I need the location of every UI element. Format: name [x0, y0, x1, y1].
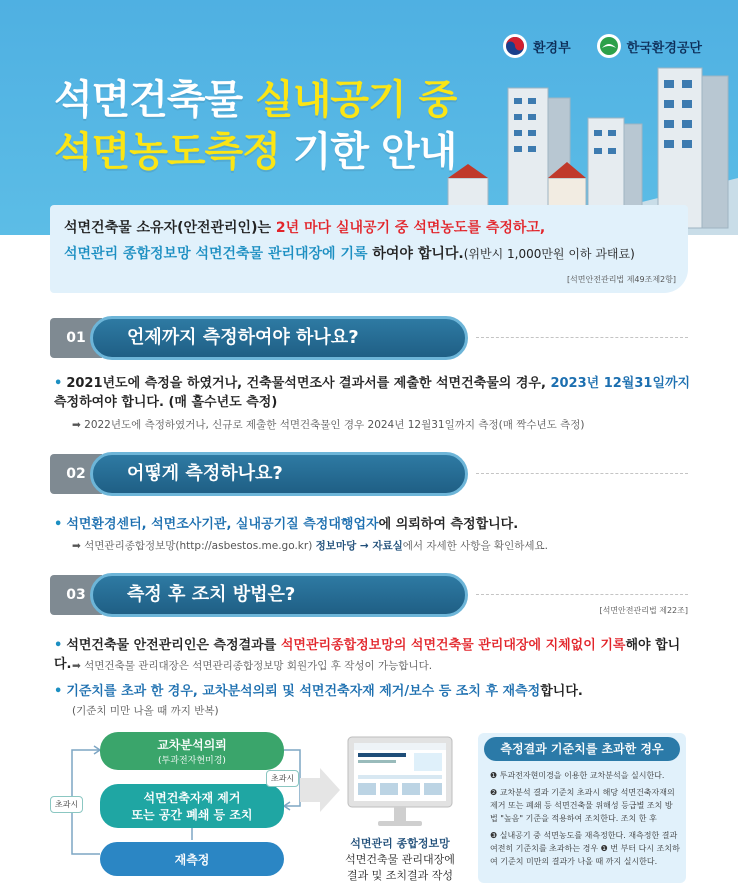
section-number: 01 [50, 318, 102, 358]
section-02-bullet [54, 515, 694, 534]
bullet-dot: • [54, 517, 63, 532]
divider [476, 594, 688, 595]
section-01-note: ➡ 2022년도에 측정하였거나, 신규로 제출한 석면건축물인 경우 2024년 12월31일까지 측정(매 짝수년도 측정) [72, 419, 585, 431]
section-header-01 [50, 316, 688, 360]
ministry-name: 환경부 [532, 40, 571, 56]
law-reference: [석면안전관리법 제49조제2항] [566, 275, 676, 284]
summary-text: 하여야 합니다. [367, 246, 464, 262]
penalty-note: (위반시 1,000만원 이하 과태료) [463, 247, 635, 261]
section-title-bar [90, 316, 468, 360]
exceed-box-heading: 측정결과 기준치를 초과한 경우 [484, 737, 680, 761]
exceed-steps [490, 769, 680, 872]
section-title-bar [90, 452, 468, 496]
title-part: 석면건축물 [54, 77, 256, 123]
bullet-dot: • [54, 638, 63, 653]
section-03-note-2: (기준치 미만 나올 때 까지 반복) [72, 705, 219, 717]
bullet-text: 측정하여야 합니다. (매 홀수년도 측정) [54, 395, 278, 410]
section-number: 02 [50, 454, 102, 494]
title-highlight: 실내공기 중 [255, 77, 457, 123]
bullet-dot: • [54, 684, 63, 699]
agency-name: 한국환경공단 [626, 40, 702, 56]
section-01-bullet [54, 374, 694, 412]
cross-analysis-step [100, 732, 284, 770]
note-text: 에서 자세한 사항을 확인하세요. [402, 540, 548, 552]
summary-line-1 [64, 215, 674, 241]
deadline-highlight: 2023년 12월31일까지 [550, 376, 691, 391]
menu-path: 정보마당 → 자료실 [315, 540, 403, 552]
summary-line-2 [64, 241, 674, 267]
list-item: ❷ 교차분석 결과 기준치 초과시 해당 석면건축자재의 제거 또는 폐쇄 등 석면건축물 위해성 등급별 조치 방법 "높음" 기준을 적용하여 조치한다. 조치 한 후 [490, 788, 675, 823]
monitor-caption [335, 835, 465, 883]
monitor-subtitle: 석면건축물 관리대장에 [345, 853, 455, 866]
section-02-note [72, 539, 548, 553]
divider [476, 337, 688, 338]
agency-logo [597, 34, 702, 58]
step-title: 교차분석의뢰 [157, 738, 227, 752]
exceed-tag: 초과시 [266, 770, 299, 787]
step-title: 또는 공간 폐쇄 등 조치 [131, 808, 253, 822]
bullet-text: 해야 합니다. [54, 638, 681, 672]
section-header-03 [50, 573, 688, 617]
hero-banner [0, 0, 738, 235]
section-title-bar [90, 573, 468, 617]
removal-step [100, 784, 284, 828]
bullet-text: 합니다. [540, 684, 583, 699]
section-header-02 [50, 452, 688, 496]
list-item: ❶ 투과전자현미경을 이용한 교차분석을 실시한다. [490, 771, 665, 780]
monitor-title: 석면관리 종합정보망 [350, 837, 450, 850]
agency-emblem-icon [597, 34, 621, 58]
bullet-text: 석면건축물 안전관리인은 측정결과를 [66, 638, 281, 653]
step-title: 석면건축자재 제거 [143, 791, 241, 805]
summary-emphasis: 2년 마다 실내공기 중 석면농도를 측정하고, [275, 220, 546, 236]
remeasure-step [100, 842, 284, 876]
summary-text: 석면건축물 소유자(안전관리인)는 [64, 220, 276, 236]
ministry-logo [503, 34, 571, 58]
section-title: 어떻게 측정하나요? [127, 463, 283, 484]
summary-emphasis: 석면관리 종합정보망 석면건축물 관리대장에 기록 [64, 246, 368, 262]
record-highlight: 석면관리종합정보망의 석면건축물 관리대장에 지체없이 기록 [280, 638, 626, 653]
bullet-dot: • [54, 376, 63, 391]
title-part: 기한 안내 [279, 129, 457, 175]
section-03-bullet-2 [54, 682, 694, 701]
title-highlight: 석면농도측정 [54, 129, 280, 175]
section-number: 03 [50, 575, 102, 615]
list-item: ❸ 실내공기 중 석면농도를 재측정한다. 재측정한 결과 여전히 기준치를 초과하는 경우 ❶ 번 부터 다시 조치하여 기준치 미만의 결과가 나올 때 까지 실시한다. [490, 831, 680, 866]
section-title: 언제까지 측정하여야 하나요? [127, 327, 359, 348]
bullet-text: 2021년도에 측정을 하였거나, 건축물석면조사 결과서를 제출한 석면건축물의 경우, [66, 376, 551, 391]
taegeuk-icon [503, 34, 527, 58]
monitor-icon [346, 735, 454, 830]
monitor-subtitle: 결과 및 조치결과 작성 [346, 869, 454, 882]
summary-box [50, 205, 688, 293]
page-title [54, 74, 456, 178]
step-title: 재측정 [174, 852, 210, 867]
agency-list-highlight: 석면환경센터, 석면조사기관, 실내공기질 측정대행업자 [66, 517, 379, 532]
divider [476, 473, 688, 474]
note-text: ➡ 석면관리종합정보망(http://asbestos.me.go.kr) [72, 540, 316, 552]
bullet-text: 에 의뢰하여 측정합니다. [378, 517, 519, 532]
step-subtitle: (투과전자현미경) [158, 756, 226, 766]
section-title: 측정 후 조치 방법은? [127, 584, 296, 605]
action-highlight: 기준치를 초과 한 경우, 교차분석의뢰 및 석면건축자재 제거/보수 등 조치 후 재측정 [66, 684, 541, 699]
logo-group [503, 34, 702, 58]
law-reference: [석면안전관리법 제22조] [595, 605, 688, 616]
section-03-note-1: ➡ 석면건축물 관리대장은 석면관리종합정보망 회원가입 후 작성이 가능합니다. [72, 660, 433, 672]
exceed-tag: 초과시 [50, 796, 83, 813]
exceed-procedure-box [478, 733, 686, 883]
